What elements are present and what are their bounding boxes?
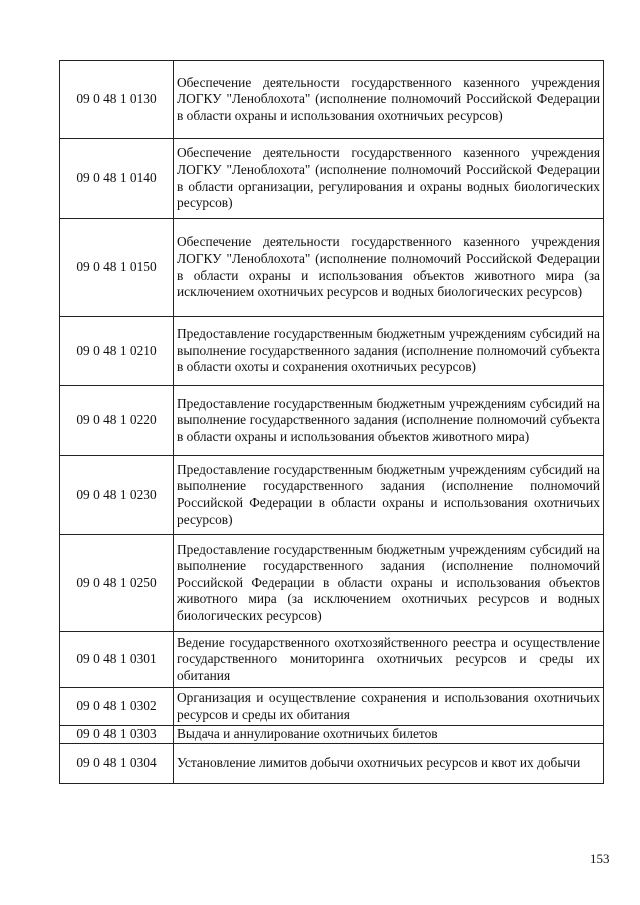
budget-code-cell: 09 0 48 1 0304 [60,744,174,784]
budget-code-cell: 09 0 48 1 0303 [60,726,174,744]
table-row [60,219,604,317]
budget-code-table [59,60,604,784]
table-row [60,688,604,726]
budget-code-cell: 09 0 48 1 0302 [60,688,174,726]
table-row [60,139,604,219]
description-cell: Обеспечение деятельности государственного казенного учреждения ЛОГКУ "Леноблохота" (исполнение полномочий Российской Федерации в области охраны и использования охотничьих ресурсов) [174,61,604,139]
description-cell: Установление лимитов добычи охотничьих ресурсов и квот их добычи [174,744,604,784]
table-row [60,317,604,386]
budget-code-cell: 09 0 48 1 0230 [60,456,174,535]
table-row [60,456,604,535]
description-cell: Предоставление государственным бюджетным учреждениям субсидий на выполнение государственного задания (исполнение полномочий субъекта в области охраны и использования объектов животного мира) [174,386,604,456]
budget-code-cell: 09 0 48 1 0220 [60,386,174,456]
description-cell: Выдача и аннулирование охотничьих билетов [174,726,604,744]
page-number: 153 [590,851,610,866]
description-cell: Обеспечение деятельности государственного казенного учреждения ЛОГКУ "Леноблохота" (исполнение полномочий Российской Федерации в области организации, регулирования и охраны водных биологических ресурсов) [174,139,604,219]
table-row [60,744,604,784]
description-cell: Обеспечение деятельности государственного казенного учреждения ЛОГКУ "Леноблохота" (исполнение полномочий Российской Федерации в области охраны и использования объектов животного мира (за исключением охотничьих ресурсов и водных биологических ресурсов) [174,219,604,317]
table-row [60,386,604,456]
table-row [60,61,604,139]
budget-code-cell: 09 0 48 1 0150 [60,219,174,317]
table-row [60,632,604,688]
budget-code-cell: 09 0 48 1 0250 [60,535,174,632]
table-row [60,535,604,632]
description-cell: Предоставление государственным бюджетным учреждениям субсидий на выполнение государственного задания (исполнение полномочий Российской Федерации в области охраны и использования охотничьих ресурсов) [174,456,604,535]
description-cell: Предоставление государственным бюджетным учреждениям субсидий на выполнение государственного задания (исполнение полномочий субъекта в области охоты и сохранения охотничьих ресурсов) [174,317,604,386]
budget-code-cell: 09 0 48 1 0140 [60,139,174,219]
description-cell: Предоставление государственным бюджетным учреждениям субсидий на выполнение государственного задания (исполнение полномочий Российской Федерации в области охраны и использования объектов животного мира (за исключением охотничьих ресурсов и водных биологических ресурсов) [174,535,604,632]
description-cell: Ведение государственного охотхозяйственного реестра и осуществление государственного мониторинга охотничьих ресурсов и среды их обитания [174,632,604,688]
description-cell: Организация и осуществление сохранения и использования охотничьих ресурсов и среды их обитания [174,688,604,726]
budget-code-cell: 09 0 48 1 0130 [60,61,174,139]
budget-code-cell: 09 0 48 1 0301 [60,632,174,688]
budget-code-cell: 09 0 48 1 0210 [60,317,174,386]
table-row [60,726,604,744]
